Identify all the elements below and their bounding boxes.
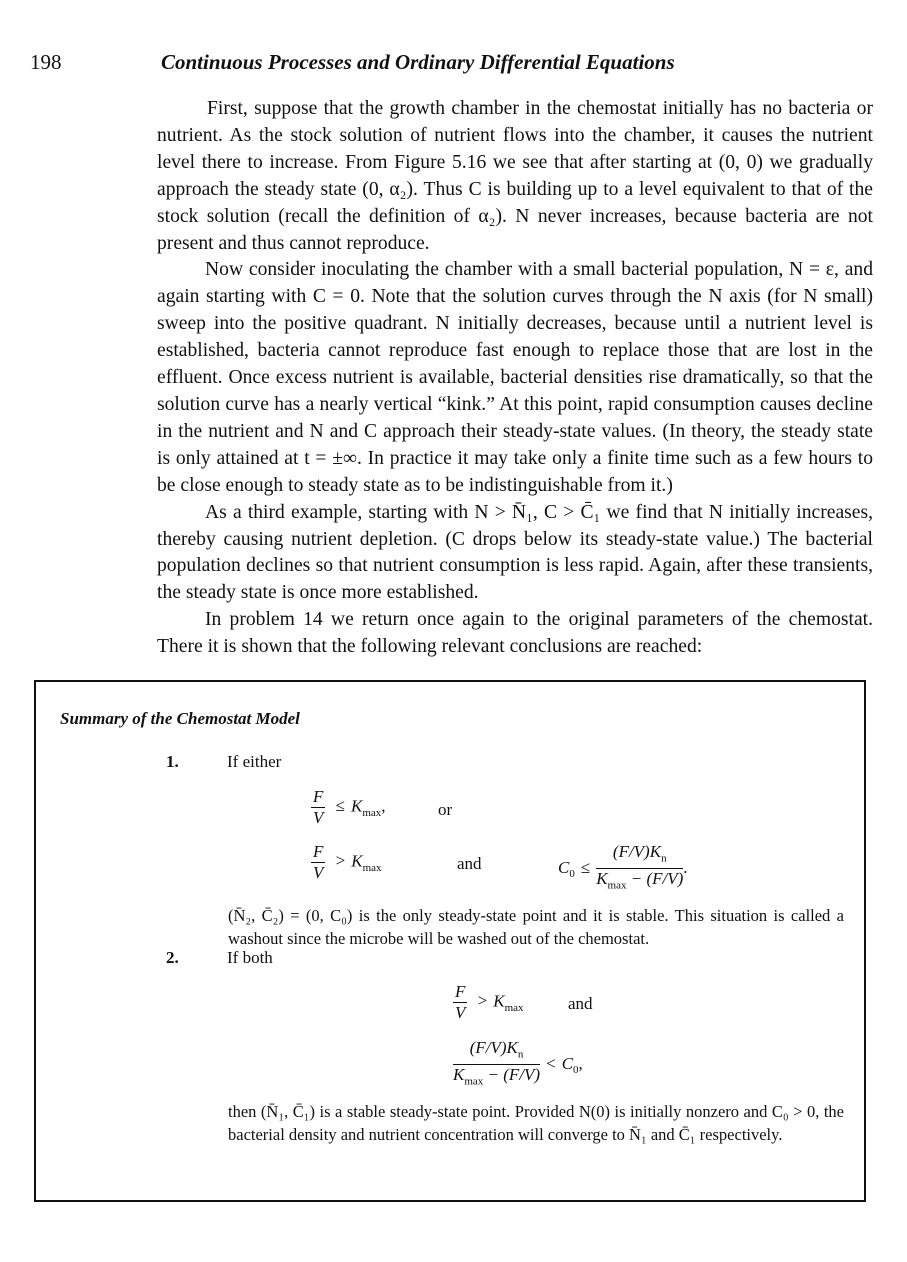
- page-number: 198: [30, 50, 62, 74]
- condition-2a: $\frac{F}{V}$ > $K_{max}$: [455, 982, 524, 1022]
- condition-1a: $\frac{F}{V}$ ≤ $K_{max}$,: [313, 787, 386, 827]
- body-text: [157, 96, 873, 661]
- or-word: or: [438, 800, 453, 819]
- fraction-f-over-v: $\frac{F}{V}$: [313, 787, 324, 827]
- item-2-conclusion: then (N̄₁, C̄₁) is a stable steady-state point. Provided N(0) is initially nonzero and C₀ > 0, the bacterial density and nutrient concentration will converge to N̄₁ and C̄₁ respectively.: [228, 1102, 844, 1144]
- running-title: Continuous Processes and Ordinary Differential Equations: [161, 50, 675, 74]
- item-1-conclusion: (N̄₂, C̄₂) = (0, C₀) is the only steady-state point and it is stable. This situation is called a washout since the microbe will be washed out of the chemostat.: [228, 906, 844, 948]
- item-1-number: 1.: [166, 752, 179, 771]
- condition-1c: $C_0$ ≤ $\frac{(F/V)K_n}{K_{max} - (F/V)}$ .: [558, 842, 688, 896]
- item-2-lead: If both: [227, 948, 273, 967]
- paragraph-2: Now consider inoculating the chamber with a small bacterial population, N = ε, and again starting with C = 0. Note that the solution curves through the N axis (for N small) sweep into the positive quadrant. N initially decreases, because until a nutrient level is established, bacteria cannot reproduce fast enough to replace those that are lost in the effluent. Once excess nutrient is available, bacterial densities rise dramatically, so that the solution curve has a nearly vertical “kink.” At this point, rapid consumption causes decline in the nutrient and N and C approach their steady-state values. (In theory, the steady state is only attained at t = ±∞. In practice it may take only a finite time such as a few hours to be close enough to steady state as to be indistinguishable from it.): [157, 259, 873, 496]
- condition-2b: $\frac{(F/V)K_n}{K_{max} - (F/V)}$ < $C_0$,: [453, 1038, 583, 1092]
- summary-box: [34, 680, 866, 1202]
- growth-threshold-fraction: $\frac{(F/V)K_n}{K_{max} - (F/V)}$: [453, 1038, 541, 1088]
- condition-1b: $\frac{F}{V}$ > $K_{max}$: [313, 842, 382, 882]
- item-2-number: 2.: [166, 948, 179, 967]
- fraction-f-over-v: $\frac{F}{V}$: [455, 982, 466, 1022]
- and-word-2: and: [568, 994, 593, 1013]
- fraction-f-over-v: $\frac{F}{V}$: [313, 842, 324, 882]
- running-head: [30, 50, 880, 80]
- summary-title: Summary of the Chemostat Model: [60, 709, 300, 728]
- paragraph-4: In problem 14 we return once again to the original parameters of the chemostat. There it is shown that the following relevant conclusions are reached:: [157, 609, 873, 658]
- paragraph-1: First, suppose that the growth chamber in the chemostat initially has no bacteria or nutrient. As the stock solution of nutrient flows into the chamber, it causes the nutrient level there to increase. From Figure 5.16 we see that after starting at (0, 0) we gradually approach the steady state (0, α₂). Thus C is building up to a level equivalent to that of the stock solution (recall the definition of α₂). N never increases, because bacteria are not present and thus cannot reproduce.: [157, 98, 873, 254]
- washout-threshold-fraction: $\frac{(F/V)K_n}{K_{max} - (F/V)}$: [596, 842, 684, 892]
- and-word-1: and: [457, 854, 482, 873]
- item-1-lead: If either: [227, 752, 282, 771]
- paragraph-3: As a third example, starting with N > N̄₁, C > C̄₁ we find that N initially increases, thereby causing nutrient depletion. (C drops below its steady-state value.) The bacterial population declines so that nutrient consumption is less rapid. Again, after these transients, the steady state is once more established.: [157, 501, 873, 604]
